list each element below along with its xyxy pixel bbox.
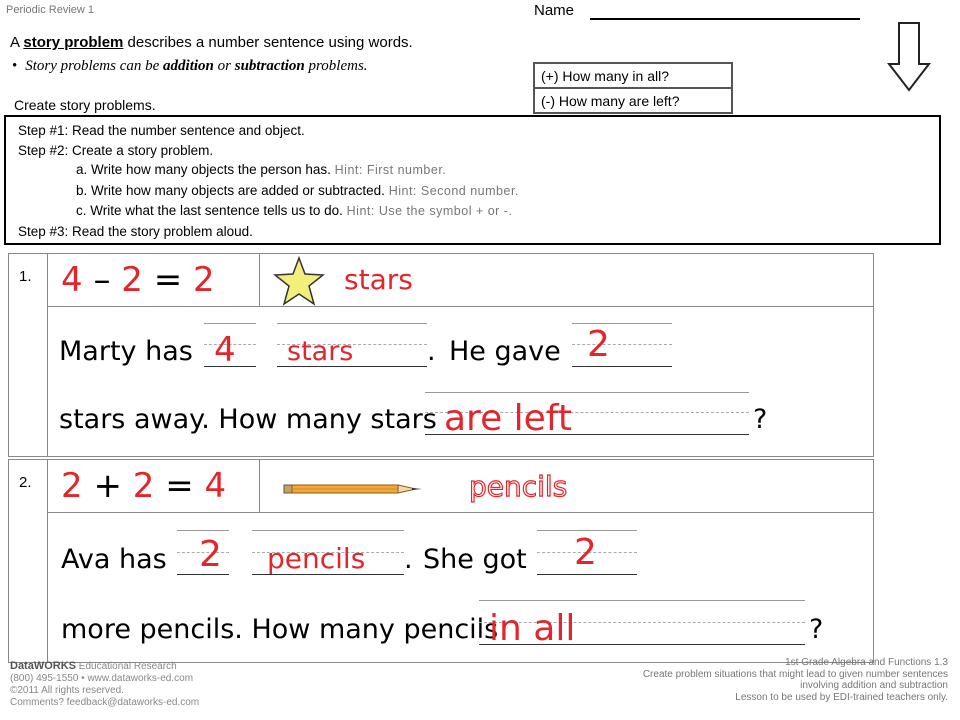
legend-subtraction: (-) How many are left? xyxy=(535,87,731,112)
number-sentence: 2 + 2 = 4 xyxy=(61,466,227,506)
star-icon xyxy=(273,256,325,306)
page-header-title: Periodic Review 1 xyxy=(6,4,95,16)
answer-object[interactable]: pencils xyxy=(267,542,366,575)
publisher-info: DataWORKS Educational Research (800) 495-1550 • www.dataworks-ed.com ©2011 All rights reserved. Comments? feedback@dataworks-ed.com xyxy=(10,660,200,708)
story-line-2: more pencils. How many pencils xyxy=(61,614,499,645)
answer-question[interactable]: are left xyxy=(444,398,572,439)
operation-legend xyxy=(533,62,733,114)
intro-definition: A story problem describes a number sentence using words. xyxy=(10,34,413,51)
step-2b: b. Write how many objects are added or subtracted. Hint: Second number. xyxy=(76,182,519,198)
answer-question[interactable]: in all xyxy=(489,608,576,649)
object-word: stars xyxy=(344,263,413,296)
pencil-icon xyxy=(282,482,424,496)
story-line-1-end: She got xyxy=(423,544,527,575)
standard-info: 1st Grade Algebra and Functions 1.3 Create problem situations that might lead to given number sentences involving addition and subtraction Lesson to be used by EDI-trained teachers only. xyxy=(642,657,948,703)
problem-2: 2. 2 + 2 = 4 pencils Ava has 2 pencils . She got 2 more pencils. How many pencils in all ? xyxy=(8,459,874,663)
story-problem-term: story problem xyxy=(23,34,124,51)
name-line[interactable] xyxy=(590,18,860,20)
number-sentence: 4 – 2 = 2 xyxy=(61,260,215,300)
answer-change[interactable]: 2 xyxy=(587,324,610,365)
equation-row xyxy=(47,460,873,513)
story-line-1-end: He gave xyxy=(449,336,561,367)
step-3: Step #3: Read the story problem aloud. xyxy=(18,223,253,239)
problem-number: 1. xyxy=(19,268,32,285)
problem-number: 2. xyxy=(19,474,32,491)
answer-count[interactable]: 4 xyxy=(214,330,236,370)
answer-count[interactable]: 2 xyxy=(199,534,222,575)
step-2: Step #2: Create a story problem. xyxy=(18,142,214,158)
story-line-1-start: Ava has xyxy=(61,544,167,575)
problem-1: 1. 4 – 2 = 2 stars Marty has 4 stars . He gave 2 stars away. How many stars are left ? xyxy=(8,253,874,457)
steps-box xyxy=(4,115,941,245)
instructions-title: Create story problems. xyxy=(14,97,156,113)
down-arrow-icon xyxy=(887,22,931,92)
intro-bullet: • Story problems can be addition or subtraction problems. xyxy=(12,58,368,74)
legend-addition: (+) How many in all? xyxy=(541,67,669,84)
story-line-2: stars away. How many stars xyxy=(59,404,437,435)
equation-row xyxy=(47,254,873,307)
answer-object[interactable]: stars xyxy=(287,336,354,367)
name-label: Name xyxy=(534,2,575,19)
step-2c: c. Write what the last sentence tells us to do. Hint: Use the symbol + or -. xyxy=(76,203,513,218)
step-2a: a. Write how many objects the person has. Hint: First number. xyxy=(76,162,447,177)
publisher-logo: DataWORKS xyxy=(10,660,77,672)
step-1: Step #1: Read the number sentence and object. xyxy=(18,123,305,138)
story-line-1-start: Marty has xyxy=(59,336,193,367)
answer-change[interactable]: 2 xyxy=(574,532,597,573)
object-word: pencils xyxy=(469,470,568,503)
